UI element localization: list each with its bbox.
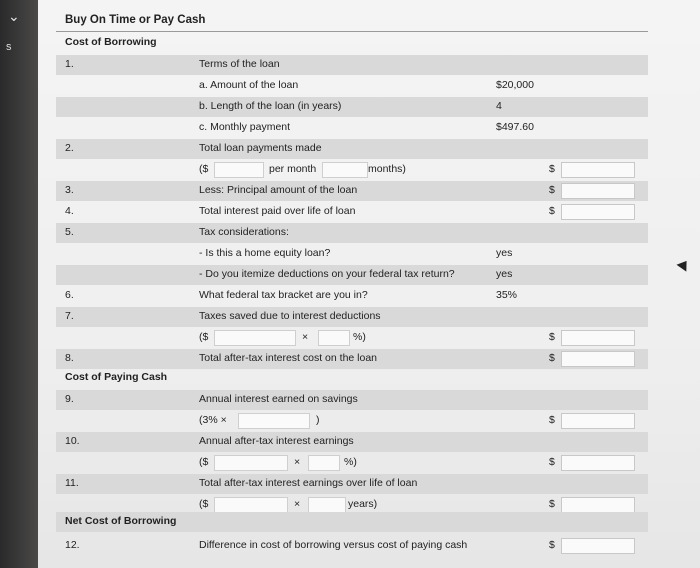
row-number: 2.	[65, 142, 74, 154]
formula-times: ×	[302, 331, 309, 343]
section-net-cost-of-borrowing	[56, 512, 648, 532]
formula-close: months)	[368, 163, 406, 175]
savings-input[interactable]	[238, 413, 310, 429]
dollar-sign: $	[549, 498, 555, 510]
row-1a	[56, 76, 648, 96]
formula-open: ($	[199, 331, 209, 343]
row-number: 9.	[65, 393, 74, 405]
row-description: a. Amount of the loan	[199, 79, 299, 91]
amount-input[interactable]	[214, 455, 288, 471]
row-8	[56, 349, 648, 369]
dollar-sign: $	[549, 352, 555, 364]
edge-mark: s	[6, 41, 12, 53]
answer-input[interactable]	[561, 162, 635, 178]
row-description: - Is this a home equity loan?	[199, 247, 331, 259]
row-value: $497.60	[496, 121, 534, 133]
rate-input[interactable]	[318, 330, 350, 346]
row-10	[56, 432, 648, 452]
row-1	[56, 55, 648, 75]
amount-input[interactable]	[214, 162, 264, 178]
row-description: Total loan payments made	[199, 142, 322, 154]
dollar-sign: $	[549, 205, 555, 217]
row-number: 7.	[65, 310, 74, 322]
formula-close: %)	[353, 331, 366, 343]
row-number: 11.	[65, 477, 79, 489]
row-description: Taxes saved due to interest deductions	[199, 310, 381, 322]
months-input[interactable]	[322, 162, 368, 178]
row-description: b. Length of the loan (in years)	[199, 100, 342, 112]
dollar-sign: $	[549, 414, 555, 426]
section-label: Net Cost of Borrowing	[65, 515, 177, 527]
section-cost-of-paying-cash	[56, 368, 648, 388]
row-value: yes	[496, 268, 513, 280]
row-12	[56, 536, 648, 556]
section-label: Cost of Borrowing	[65, 36, 157, 48]
answer-input[interactable]	[561, 497, 635, 513]
row-description: Total after-tax interest earnings over life of loan	[199, 477, 418, 489]
answer-input[interactable]	[561, 330, 635, 346]
row-description: Total after-tax interest cost on the loan	[199, 352, 378, 364]
row-3	[56, 181, 648, 201]
answer-input[interactable]	[561, 455, 635, 471]
row-number: 1.	[65, 58, 74, 70]
section-cost-of-borrowing	[56, 33, 648, 53]
worksheet-title: Buy On Time or Pay Cash	[65, 14, 206, 26]
amount-input[interactable]	[214, 497, 288, 513]
row-7-formula	[56, 328, 648, 348]
worksheet	[38, 0, 700, 568]
formula-close: years)	[348, 498, 378, 510]
row-number: 6.	[65, 289, 74, 301]
row-number: 10.	[65, 435, 80, 447]
formula-open: ($	[199, 498, 209, 510]
answer-input[interactable]	[561, 413, 635, 429]
row-value: 4	[496, 100, 502, 112]
answer-input[interactable]	[561, 204, 635, 220]
row-description: Less: Principal amount of the loan	[199, 184, 358, 196]
amount-input[interactable]	[214, 330, 296, 346]
dollar-sign: $	[549, 456, 555, 468]
row-description: Annual interest earned on savings	[199, 393, 358, 405]
row-number: 12.	[65, 539, 80, 551]
answer-input[interactable]	[561, 183, 635, 199]
row-number: 4.	[65, 205, 74, 217]
formula-text: per month	[269, 163, 317, 175]
dollar-sign: $	[549, 331, 555, 343]
formula-open: ($	[199, 163, 209, 175]
row-9	[56, 390, 648, 410]
title-divider	[56, 31, 648, 32]
row-description: - Do you itemize deductions on your federal tax return?	[199, 268, 455, 280]
chevron-down-icon[interactable]: ⌄	[8, 8, 20, 24]
row-value: yes	[496, 247, 513, 259]
row-1b	[56, 97, 648, 117]
row-5b	[56, 265, 648, 285]
formula-open: ($	[199, 456, 209, 468]
row-description: c. Monthly payment	[199, 121, 291, 133]
section-label: Cost of Paying Cash	[65, 371, 168, 383]
row-5a	[56, 244, 648, 264]
row-2-formula	[56, 160, 648, 180]
row-6	[56, 286, 648, 306]
formula-close: )	[316, 414, 320, 426]
dollar-sign: $	[549, 184, 555, 196]
formula-close: %)	[344, 456, 357, 468]
row-number: 8.	[65, 352, 74, 364]
row-description: Terms of the loan	[199, 58, 280, 70]
rate-input[interactable]	[308, 455, 340, 471]
formula-times: ×	[294, 456, 301, 468]
row-description: Difference in cost of borrowing versus cost of paying cash	[199, 539, 468, 551]
row-description: What federal tax bracket are you in?	[199, 289, 368, 301]
row-description: Tax considerations:	[199, 226, 289, 238]
row-number: 3.	[65, 184, 74, 196]
years-input[interactable]	[308, 497, 346, 513]
row-11	[56, 474, 648, 494]
dollar-sign: $	[549, 539, 555, 551]
row-5	[56, 223, 648, 243]
row-2	[56, 139, 648, 159]
row-number: 5.	[65, 226, 74, 238]
answer-input[interactable]	[561, 538, 635, 554]
formula-times: ×	[294, 498, 301, 510]
row-value: 35%	[496, 289, 518, 301]
row-value: $20,000	[496, 79, 534, 91]
background-edge	[0, 0, 38, 568]
row-1c	[56, 118, 648, 138]
formula-open: (3% ×	[199, 414, 227, 426]
dollar-sign: $	[549, 163, 555, 175]
row-10-formula	[56, 453, 648, 473]
row-9-formula	[56, 411, 648, 431]
row-description: Total interest paid over life of loan	[199, 205, 356, 217]
row-4	[56, 202, 648, 222]
row-7	[56, 307, 648, 327]
answer-input[interactable]	[561, 351, 635, 367]
mouse-cursor-icon	[677, 257, 692, 271]
row-description: Annual after-tax interest earnings	[199, 435, 354, 447]
